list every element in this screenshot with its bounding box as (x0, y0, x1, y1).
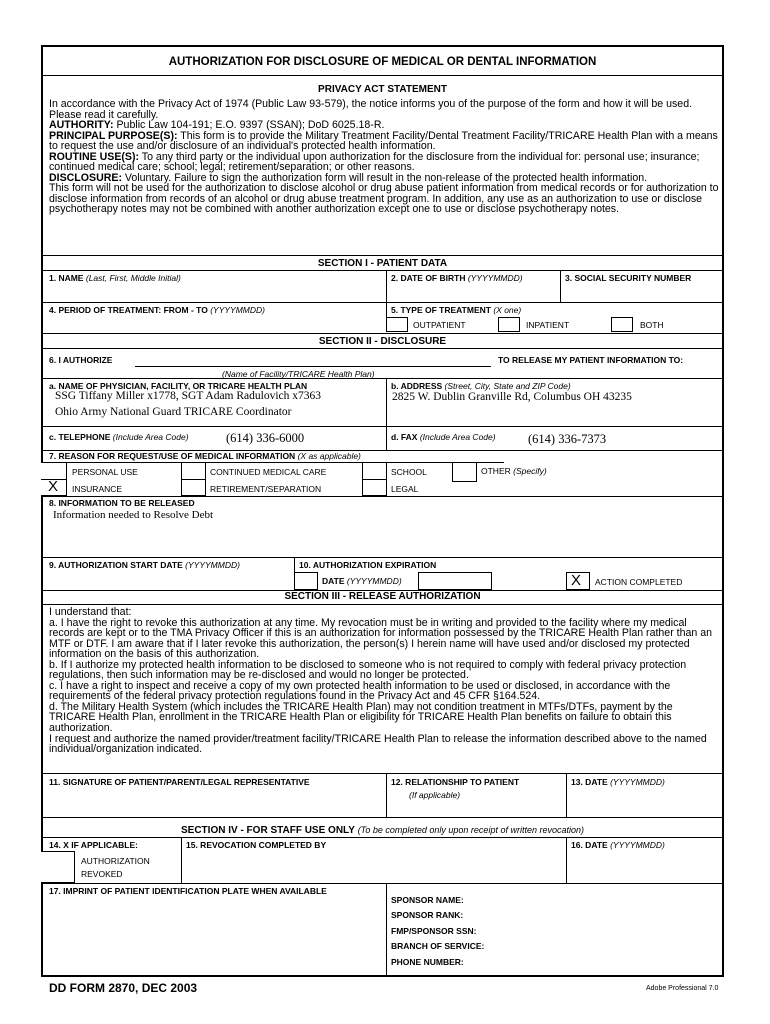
divider (181, 837, 182, 883)
start-date-label: 9. AUTHORIZATION START DATE (YYYYMMDD) (49, 560, 240, 570)
signature-label: 11. SIGNATURE OF PATIENT/PARENT/LEGAL REPRESENTATIVE (49, 777, 310, 787)
ssn-label: 3. SOCIAL SECURITY NUMBER (565, 273, 692, 283)
expiration-date-checkbox[interactable] (294, 572, 318, 590)
phone-label: c. TELEPHONE (Include Area Code) (49, 432, 189, 442)
fax-value[interactable]: (614) 336-7373 (528, 432, 607, 446)
software-label: Adobe Professional 7.0 (646, 985, 719, 992)
routine-label: ROUTINE USE(S): (49, 150, 140, 163)
expiration-date-input[interactable] (418, 572, 492, 590)
fax-label: d. FAX (Include Area Code) (391, 432, 496, 442)
both-checkbox[interactable] (611, 317, 633, 332)
outpatient-checkbox[interactable] (386, 317, 408, 332)
insurance-label: INSURANCE (72, 484, 123, 494)
address-value[interactable]: 2825 W. Dublin Granville Rd, Columbus OH 43235 (392, 391, 632, 403)
authorization-revoked-line2: REVOKED (81, 869, 123, 879)
section4-date-label: 16. DATE (YYYYMMDD) (571, 840, 665, 850)
divider (41, 883, 724, 884)
sponsor-rank-label: SPONSOR RANK: (391, 910, 464, 920)
divider (386, 302, 724, 303)
inpatient-checkbox[interactable] (498, 317, 520, 332)
revoked-checkbox[interactable] (41, 851, 75, 883)
revocation-label: 15. REVOCATION COMPLETED BY (186, 840, 327, 850)
address-label: b. ADDRESS (Street, City, State and ZIP Code) (391, 381, 571, 391)
divider (41, 255, 724, 256)
release-label: TO RELEASE MY PATIENT INFORMATION TO: (498, 355, 684, 365)
phone-value[interactable]: (614) 336-6000 (226, 431, 305, 445)
insurance-x-mark[interactable]: X (48, 478, 59, 495)
divider (41, 496, 724, 497)
other-label: OTHER (Specify) (481, 466, 547, 476)
legal-label: LEGAL (391, 484, 419, 494)
expiration-label: 10. AUTHORIZATION EXPIRATION (299, 560, 437, 570)
divider (386, 378, 387, 450)
section-3-heading: SECTION III - RELEASE AUTHORIZATION (284, 591, 481, 602)
divider (41, 462, 504, 463)
personal-use-label: PERSONAL USE (72, 467, 138, 477)
other-checkbox[interactable] (452, 462, 477, 482)
divider (566, 837, 567, 883)
authorize-facility-line[interactable] (135, 366, 491, 367)
continued-care-label: CONTINUED MEDICAL CARE (210, 467, 327, 477)
terms-b: b. If I authorize my protected health information to be disclosed to someone who is not required to comply with federal privacy protection regulations, then such information may be re-disclosed and would no longer be protected. (49, 658, 687, 682)
divider (41, 75, 724, 76)
section-1-heading: SECTION I - PATIENT DATA (317, 258, 448, 269)
divider (41, 604, 724, 605)
privacy-intro: In accordance with the Privacy Act of 1974 (Public Law 93-579), the notice informs you of the purpose of the form and how it will be used. Please read it carefully. (49, 98, 693, 121)
phone-number-label: PHONE NUMBER: (391, 957, 464, 967)
authority-text: Public Law 104-191; E.O. 9397 (SSAN); DoD 6025.18-R. (113, 119, 385, 132)
inpatient-label: INPATIENT (526, 320, 570, 330)
privacy-closing: This form will not be used for the authorization to disclose alcohol or drug abuse patient information from medical records or for authorization to disclose information from records of an alcohol or drug abuse treatment program. In addition, any use as an authorization to use or disclose psychotherapy notes may not be combined with another authorization except one to use or disclose psychotherapy notes. (49, 182, 719, 216)
divider (386, 773, 387, 817)
authorization-revoked-line1: AUTHORIZATION (81, 856, 150, 866)
divider (41, 426, 724, 427)
authority-label: AUTHORITY: (49, 119, 114, 132)
action-completed-label: ACTION COMPLETED (595, 577, 683, 587)
terms-intro: I understand that: (49, 606, 132, 618)
divider (41, 333, 724, 334)
section-2-heading: SECTION II - DISCLOSURE (318, 336, 447, 347)
type-label: 5. TYPE OF TREATMENT (X one) (391, 305, 522, 315)
divider (41, 557, 724, 558)
physician-value-1[interactable]: SSG Tiffany Miller x1778, SGT Adam Radulovich x7363 (55, 390, 322, 402)
disclosure-label: DISCLOSURE: (49, 171, 122, 184)
release-terms (49, 607, 721, 755)
reason-label: 7. REASON FOR REQUEST/USE OF MEDICAL INFORMATION (X as applicable) (49, 451, 361, 461)
form-id: DD FORM 2870, DEC 2003 (49, 981, 198, 995)
retirement-label: RETIREMENT/SEPARATION (210, 484, 322, 494)
section3-date-label: 13. DATE (YYYYMMDD) (571, 777, 665, 787)
divider (41, 302, 386, 303)
terms-d: d. The Military Health System (which includes the TRICARE Health Plan) may not condition treatment in MTFs/DTFs, payment by the TRICARE Health Plan, enrollment in the TRICARE Health Plan or eligibility for TRICARE Health Plan benefits on failure to obtain this authorization. (49, 700, 673, 735)
period-label: 4. PERIOD OF TREATMENT: FROM - TO (YYYYMMDD) (49, 305, 265, 315)
authorize-label: 6. I AUTHORIZE (49, 355, 113, 365)
divider (560, 270, 561, 302)
form-title: AUTHORIZATION FOR DISCLOSURE OF MEDICAL OR DENTAL INFORMATION (168, 56, 597, 68)
expiration-date-label: DATE (YYYYMMDD) (322, 576, 402, 586)
fmp-ssn-label: FMP/SPONSOR SSN: (391, 926, 477, 936)
imprint-label: 17. IMPRINT OF PATIENT IDENTIFICATION PLATE WHEN AVAILABLE (49, 886, 327, 896)
outpatient-label: OUTPATIENT (413, 320, 466, 330)
divider (362, 479, 387, 480)
terms-c: c. I have a right to inspect and receive a copy of my own protected health information to be used or disclosed, in accordance with the requirements of the federal privacy protection regulations found in the Privacy Act and 45 CFR §164.524. (49, 679, 671, 703)
name-label: 1. NAME (Last, First, Middle Initial) (49, 273, 181, 283)
facility-hint: (Name of Facility/TRICARE Health Plan) (222, 369, 375, 379)
action-completed-x-mark: X (571, 572, 582, 589)
divider (41, 817, 724, 818)
relationship-label: 12. RELATIONSHIP TO PATIENT (391, 777, 520, 787)
divider (41, 837, 724, 838)
divider (181, 479, 206, 480)
divider (41, 348, 724, 349)
divider (566, 773, 567, 817)
physician-label: a. NAME OF PHYSICIAN, FACILITY, OR TRICARE HEALTH PLAN (49, 381, 308, 391)
dob-label: 2. DATE OF BIRTH (YYYYMMDD) (391, 273, 523, 283)
privacy-heading: PRIVACY ACT STATEMENT (318, 84, 447, 95)
sponsor-name-label: SPONSOR NAME: (391, 895, 464, 905)
divider (386, 883, 387, 975)
purpose-text: This form is to provide the Military Treatment Facility/Dental Treatment Facility/TRICARE Health Plan with a means to request the use and/or disclosure of an individual's protected health information. (49, 129, 718, 153)
info-label: 8. INFORMATION TO BE RELEASED (49, 498, 195, 508)
terms-e: I request and authorize the named provider/treatment facility/TRICARE Health Plan to release the information described above to the named individual/organization indicated. (49, 732, 707, 756)
section-4-heading: SECTION IV - FOR STAFF USE ONLY (To be completed only upon receipt of written revocation) (181, 825, 584, 836)
divider (41, 378, 724, 379)
divider (41, 773, 724, 774)
physician-value-2[interactable]: Ohio Army National Guard TRICARE Coordinator (55, 406, 292, 418)
routine-text: To any third party or the individual upon authorization for the disclosure from the individual for: personal use; insurance; continued medical care; school; legal; retirement/separation; or other reasons. (49, 150, 700, 174)
disclosure-text: Voluntary. Failure to sign the authorization form will result in the non-release of the protected health information. (121, 171, 648, 184)
x-applicable-label: 14. X IF APPLICABLE: (49, 840, 138, 850)
info-value[interactable]: Information needed to Resolve Debt (53, 509, 214, 521)
relationship-hint: (If applicable) (409, 790, 461, 800)
branch-label: BRANCH OF SERVICE: (391, 941, 485, 951)
privacy-statement (49, 99, 721, 215)
divider (41, 270, 724, 271)
terms-a: a. I have the right to revoke this authorization at any time. My revocation must be in writing and provided to the facility where my medical records are kept or to the TMA Privacy Officer if this is an authorization for information possessed by the TRICARE Health Plan rather than an MTF or DTF. I am aware that if I later revoke this authorization, the person(s) I herein name will have used and/or disclosed my protected information on the basis of this authorization. (49, 616, 713, 661)
school-label: SCHOOL (391, 467, 427, 477)
both-label: BOTH (640, 320, 664, 330)
purpose-label: PRINCIPAL PURPOSE(S): (49, 129, 178, 142)
